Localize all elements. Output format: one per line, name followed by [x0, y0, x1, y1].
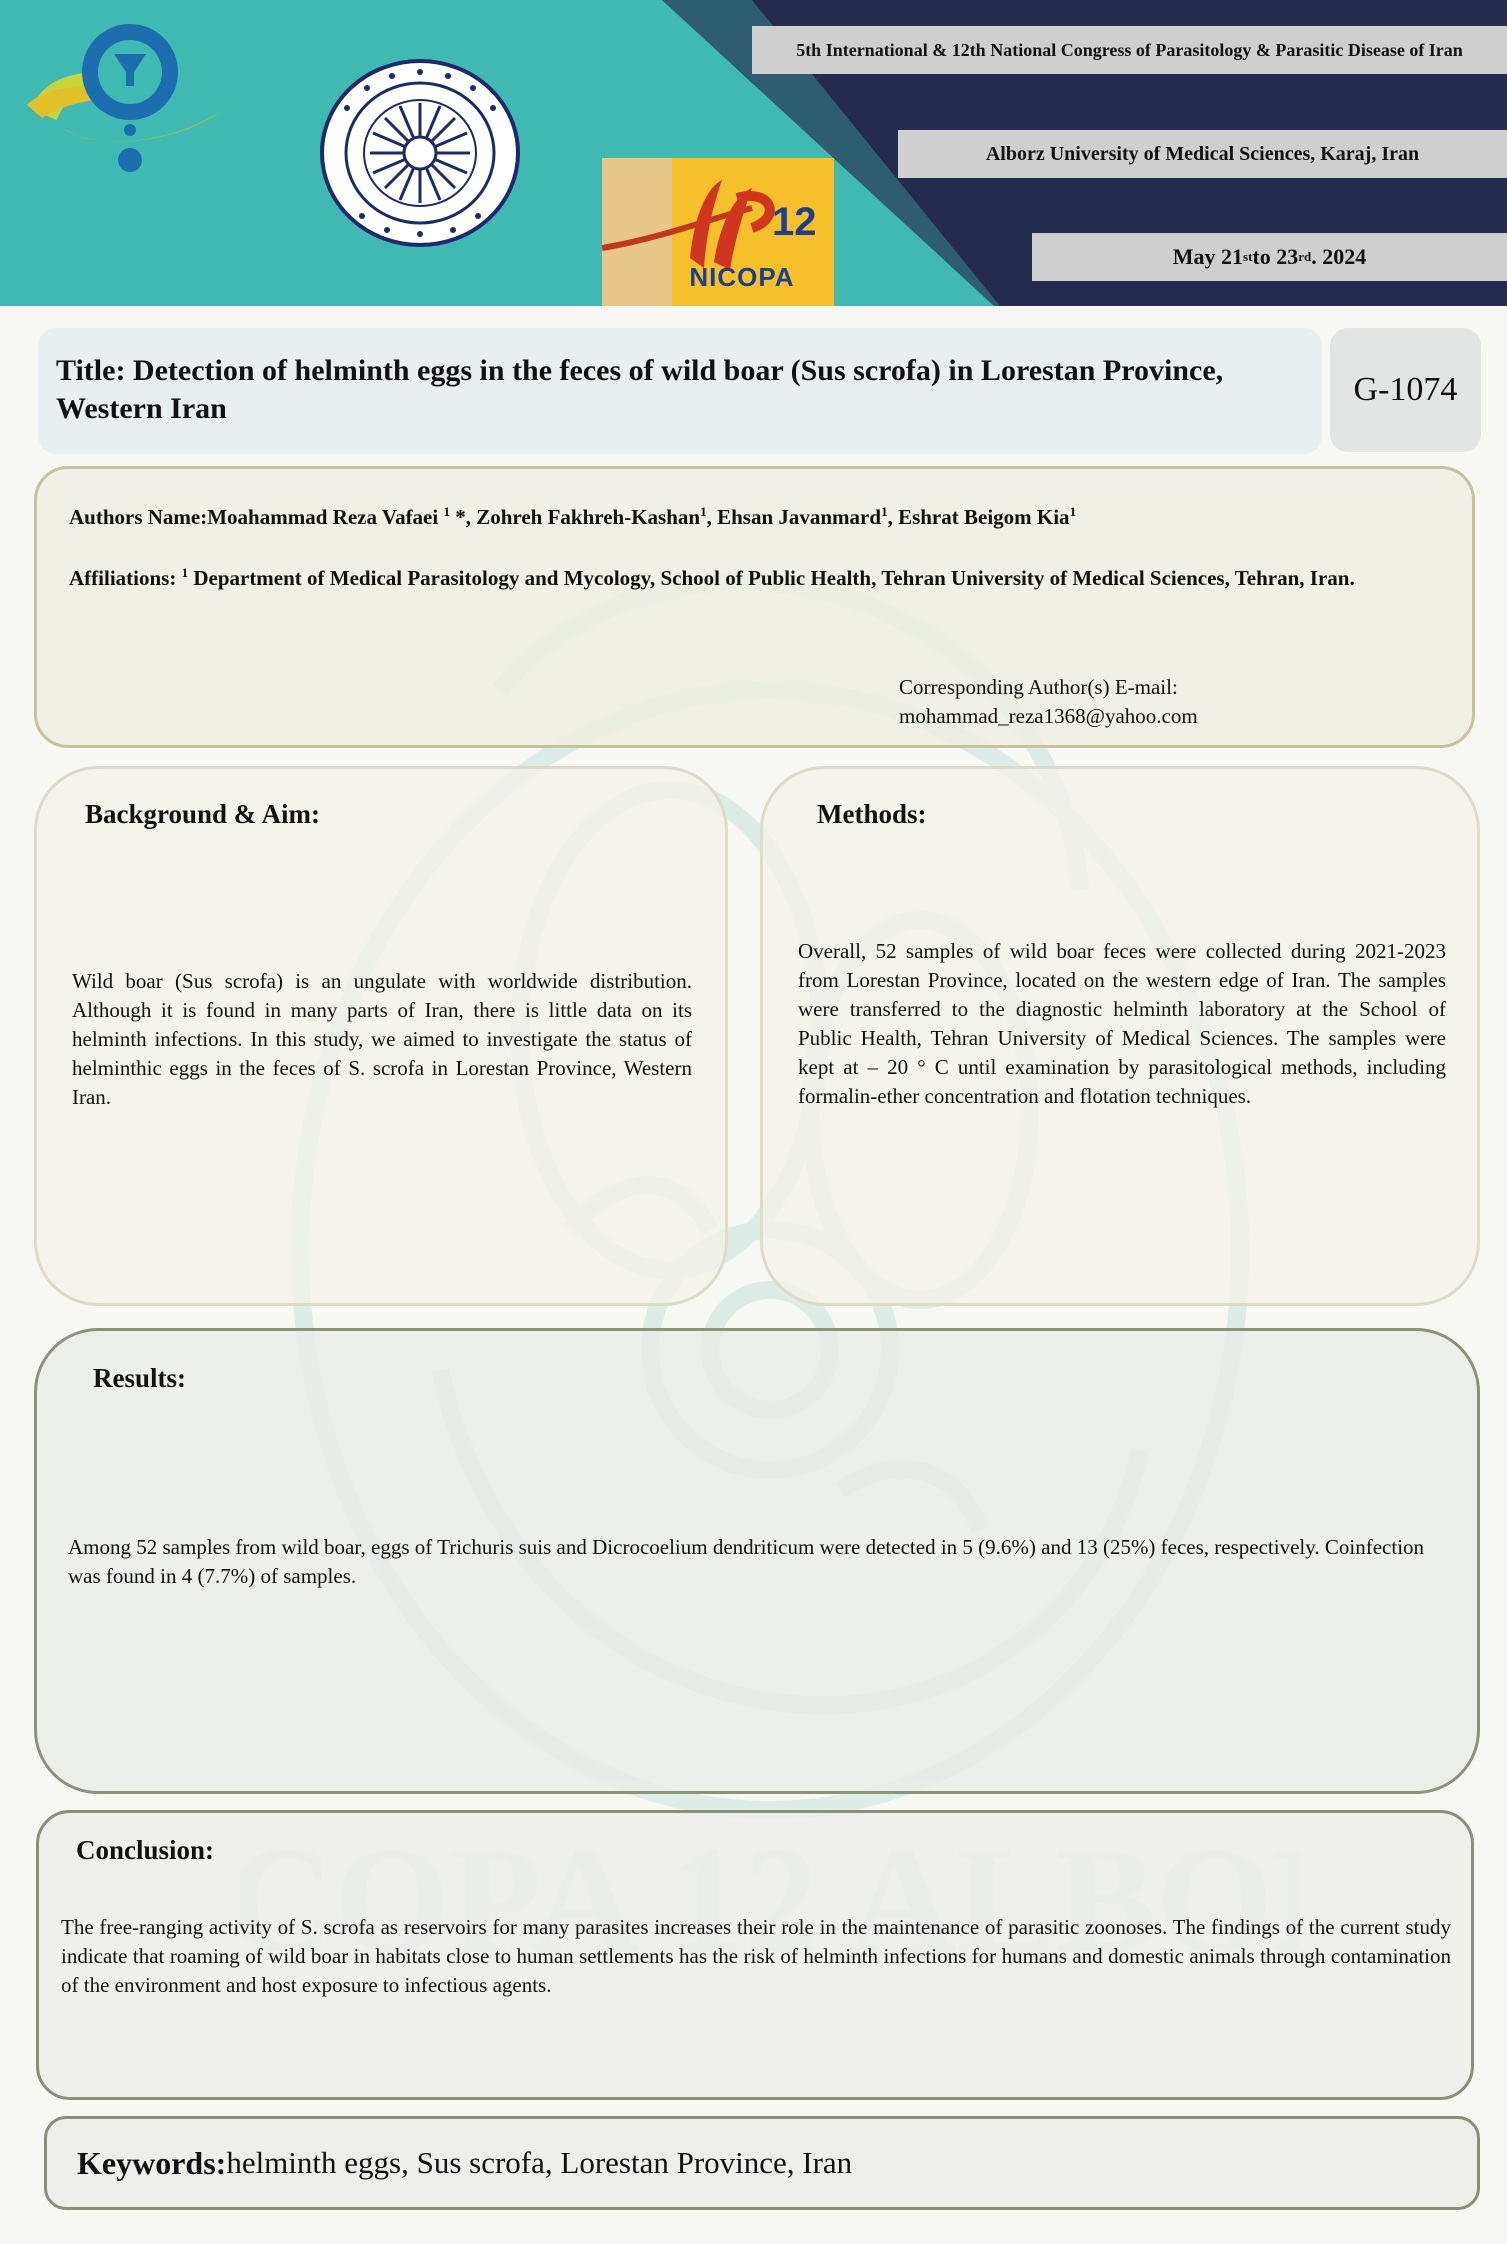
affiliation-sup: 1	[181, 565, 189, 580]
host-university-banner: Alborz University of Medical Sciences, Karaj, Iran	[898, 130, 1507, 178]
congress-date-banner	[1032, 233, 1507, 281]
poster-code: G-1074	[1353, 371, 1458, 408]
date-suffix: . 2024	[1311, 244, 1367, 269]
author-name: Moahammad Reza Vafaei	[207, 505, 444, 529]
affiliation-label: Affiliations:	[69, 566, 182, 590]
author-name: Zohreh Fakhreh-Kashan	[476, 505, 701, 529]
keywords-panel	[44, 2116, 1480, 2210]
date-sup-1: st	[1243, 249, 1253, 264]
society-seal-icon	[318, 58, 522, 248]
background-heading: Background & Aim:	[85, 799, 321, 829]
affiliation-line	[69, 558, 1442, 593]
corresponding-label: Corresponding Author(s) E-mail:	[899, 675, 1178, 699]
title-panel	[38, 328, 1322, 454]
author-sep: ,	[706, 505, 718, 529]
conclusion-heading: Conclusion:	[76, 1835, 215, 1865]
poster-title: Title: Detection of helminth eggs in the feces of wild boar (Sus scrofa) in Lorestan Province, Western Iran	[56, 354, 1224, 425]
keywords-text: helminth eggs, Sus scrofa, Lorestan Province, Iran	[226, 2145, 853, 2180]
methods-panel	[760, 766, 1480, 1306]
results-heading: Results:	[93, 1363, 186, 1393]
poster-header	[0, 0, 1507, 306]
author-sep: ,	[887, 505, 899, 529]
authors-label: Authors Name:	[69, 505, 208, 529]
methods-heading: Methods:	[817, 799, 927, 829]
affiliation-text: Department of Medical Parasitology and Mycology, School of Public Health, Tehran University of Medical Sciences, Tehran, Iran.	[188, 566, 1355, 590]
authors-panel	[34, 466, 1475, 748]
results-body: Among 52 samples from wild boar, eggs of Trichuris suis and Dicrocoelium dendriticum were detected in 5 (9.6%) and 13 (25%) feces, respectively. Coinfection was found in 4 (7.7%) of samples.	[68, 1535, 1425, 1588]
date-prefix: May 21	[1172, 244, 1244, 269]
date-middle: to 23	[1252, 244, 1299, 269]
date-sup-2: rd	[1298, 249, 1312, 264]
nicopa-logo-number: 12	[772, 200, 817, 244]
nicopa-logo	[602, 158, 834, 306]
author-sup: 1	[700, 504, 707, 519]
results-panel	[34, 1328, 1480, 1794]
background-body: Wild boar (Sus scrofa) is an ungulate with worldwide distribution. Although it is found in many parts of Iran, there is little data on its helminth infections. In this study, we aimed to investigate the status of helminthic eggs in the feces of S. scrofa in Lorestan Province, Western Iran.	[72, 969, 692, 1109]
author-sep: *,	[449, 505, 477, 529]
congress-logo-icon	[22, 10, 232, 180]
corresponding-email: mohammad_reza1368@yahoo.com	[899, 704, 1198, 728]
keywords-label: Keywords:	[77, 2144, 227, 2181]
methods-body: Overall, 52 samples of wild boar feces were collected during 2021-2023 from Lorestan Province, located on the western edge of Iran. The samples were transferred to the diagnostic helminth laboratory at the School of Public Health, Tehran University of Medical Sciences. The samples were kept at – 20 ° C until examination by parasitological methods, including formalin-ether concentration and flotation techniques.	[798, 939, 1446, 1108]
author-sup: 1	[881, 504, 888, 519]
congress-name-banner: 5th International & 12th National Congress of Parasitology & Parasitic Disease of Iran	[752, 26, 1507, 74]
nicopa-logo-text: NICOPA	[689, 262, 795, 292]
background-panel	[34, 766, 728, 1306]
corresponding-author-block	[899, 673, 1198, 731]
author-name: Ehsan Javanmard	[717, 505, 882, 529]
author-sup: 1	[443, 504, 450, 519]
author-name: Eshrat Beigom Kia	[898, 505, 1070, 529]
conclusion-body: The free-ranging activity of S. scrofa as reservoirs for many parasites increases their role in the maintenance of parasitic zoonoses. The findings of the current study indicate that roaming of wild boar in habitats close to human settlements has the risk of helminth infections for humans and domestic animals through contamination of the environment and host exposure to infectious agents.	[61, 1915, 1451, 1997]
authors-line	[69, 497, 1442, 532]
author-sup: 1	[1069, 504, 1077, 519]
conclusion-panel	[36, 1810, 1474, 2100]
poster-code-badge	[1330, 328, 1481, 452]
